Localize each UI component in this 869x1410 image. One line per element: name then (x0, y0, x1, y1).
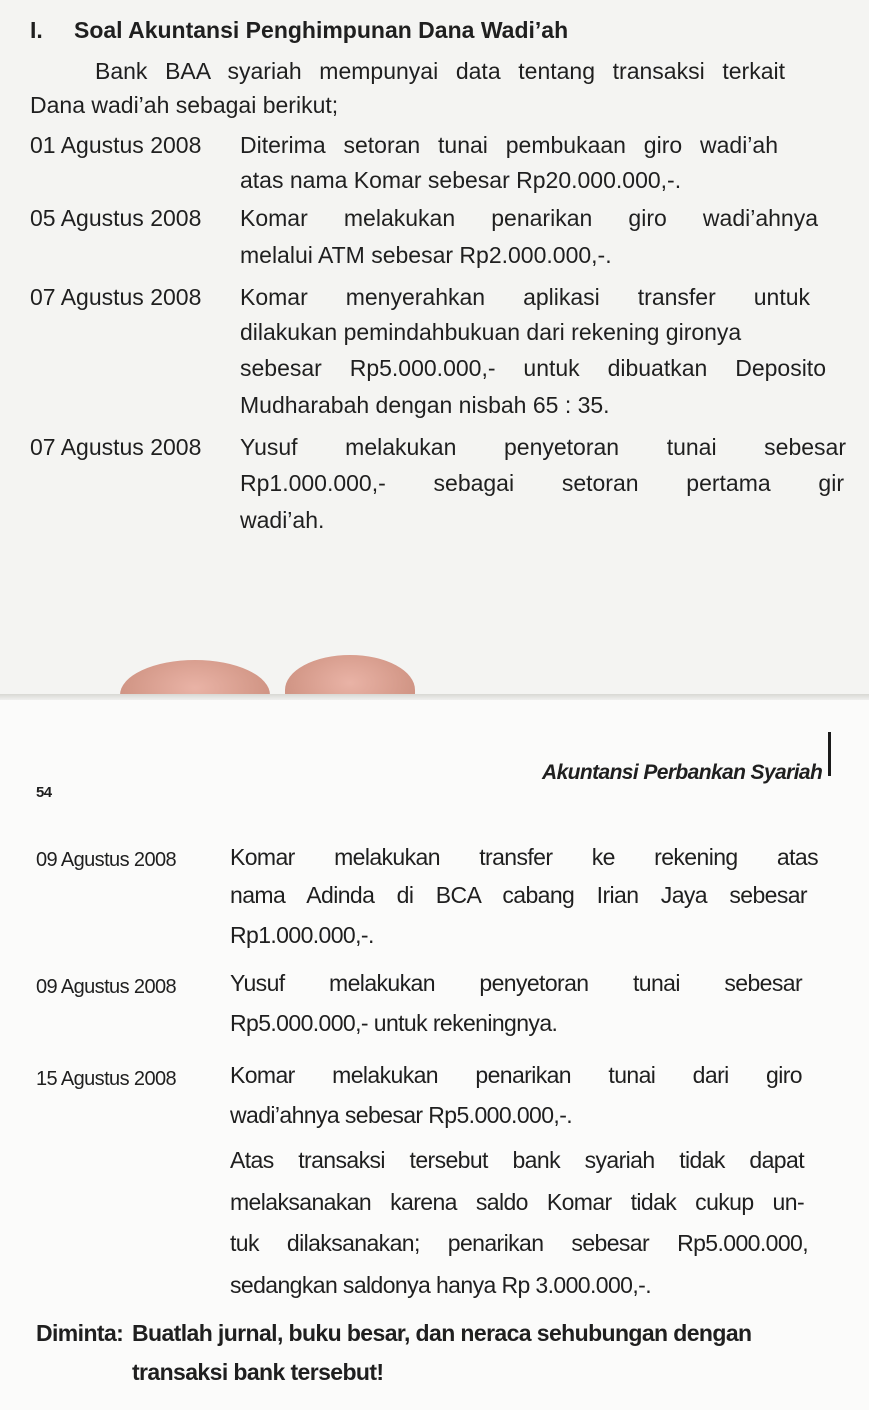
transaction-text: Komar melakukan penarikan giro wadi’ahnya (240, 205, 818, 231)
transaction-date: 07 Agustus 2008 (30, 284, 202, 310)
transaction-text: sebesar Rp5.000.000,- untuk dibuatkan Deposito (240, 355, 826, 381)
transaction-text: Yusuf melakukan penyetoran tunai sebesar (240, 434, 846, 460)
page-bottom (0, 700, 869, 1410)
transaction-text: Rp1.000.000,- sebagai setoran pertama gir (240, 470, 844, 496)
transaction-text: Yusuf melakukan penyetoran tunai sebesar (230, 970, 802, 996)
page-top (0, 0, 869, 700)
transaction-text: dilakukan pemindahbukuan dari rekening gironya (240, 319, 742, 345)
transaction-date: 15 Agustus 2008 (36, 1068, 177, 1090)
transaction-text: melalui ATM sebesar Rp2.000.000,-. (240, 242, 612, 268)
transaction-text: Komar menyerahkan aplikasi transfer untuk (240, 284, 810, 310)
transaction-text: tuk dilaksanakan; penarikan sebesar Rp5.000.000, (230, 1230, 808, 1256)
transaction-date: 09 Agustus 2008 (36, 849, 177, 871)
section-number: I. (30, 17, 43, 43)
transaction-text: Rp1.000.000,-. (230, 922, 374, 948)
running-header: Akuntansi Perbankan Syariah (542, 761, 823, 784)
transaction-text: Diterima setoran tunai pembukaan giro wadi’ah (240, 132, 778, 158)
transaction-date: 07 Agustus 2008 (30, 434, 202, 460)
intro-line-2: Dana wadi’ah sebagai berikut; (30, 92, 339, 118)
transaction-text: melaksanakan karena saldo Komar tidak cukup un- (230, 1189, 804, 1215)
transaction-text: Komar melakukan transfer ke rekening atas (230, 844, 818, 870)
diminta-label: Diminta: (36, 1320, 124, 1346)
diminta-text: transaksi bank tersebut! (132, 1359, 384, 1385)
transaction-text: Rp5.000.000,- untuk rekeningnya. (230, 1010, 558, 1036)
page-number: 54 (36, 784, 52, 801)
transaction-date: 01 Agustus 2008 (30, 132, 202, 158)
page-title: Soal Akuntansi Penghimpunan Dana Wadi’ah (74, 17, 569, 43)
intro-line-1: Bank BAA syariah mempunyai data tentang transaksi terkait (95, 58, 785, 84)
transaction-date: 05 Agustus 2008 (30, 205, 202, 231)
page-edge-mark (828, 732, 831, 776)
transaction-text: sedangkan saldonya hanya Rp 3.000.000,-. (230, 1272, 651, 1298)
transaction-text: Mudharabah dengan nisbah 65 : 35. (240, 392, 610, 418)
transaction-date: 09 Agustus 2008 (36, 976, 177, 998)
diminta-text: Buatlah jurnal, buku besar, dan neraca sehubungan dengan (132, 1320, 752, 1346)
transaction-text: atas nama Komar sebesar Rp20.000.000,-. (240, 167, 682, 193)
transaction-text: Atas transaksi tersebut bank syariah tidak dapat (230, 1147, 804, 1173)
transaction-text: Komar melakukan penarikan tunai dari giro (230, 1062, 802, 1088)
transaction-text: wadi’ahnya sebesar Rp5.000.000,-. (230, 1102, 573, 1128)
transaction-text: wadi’ah. (240, 507, 325, 533)
transaction-text: nama Adinda di BCA cabang Irian Jaya sebesar (230, 882, 807, 908)
